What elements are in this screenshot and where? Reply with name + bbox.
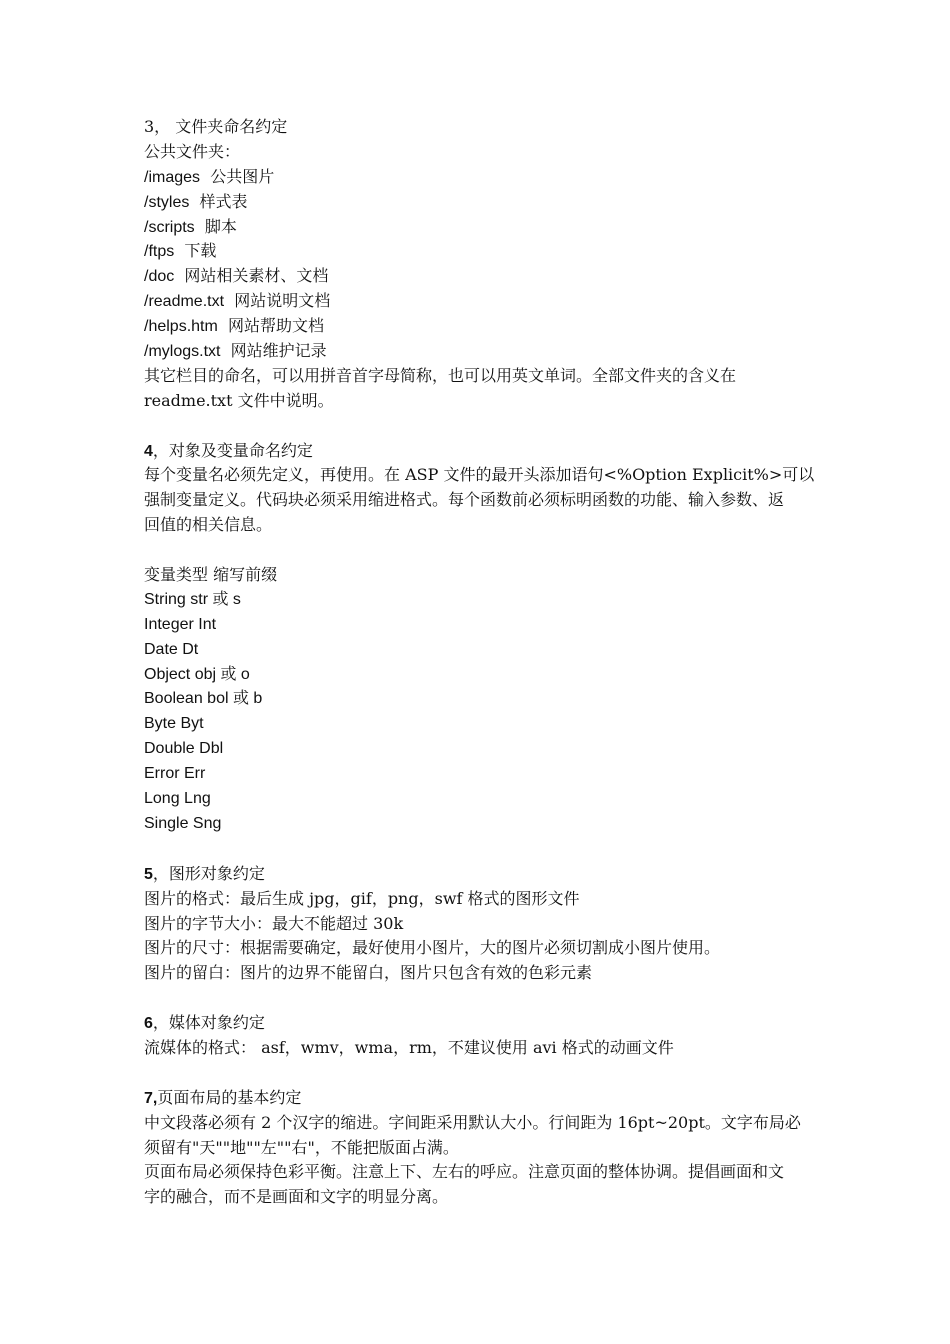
folder-path: /helps.htm [144,318,218,336]
layout-paragraph-line: 中文段落必须有 2 个汉字的缩进。字间距采用默认大小。行间距为 16pt~20pt。文字布局必 [144,1112,801,1132]
folder-entry [144,190,814,215]
section-4-paragraph-line: 强制变量定义。代码块必须采用缩进格式。每个函数前必须标明函数的功能、输入参数、返 [144,490,785,510]
folder-desc: 网站相关素材、文档 [184,266,329,286]
section-title: 页面布局的基本约定 [157,1087,302,1107]
spacer [144,986,814,1011]
folder-desc: 网站帮助文档 [227,316,324,336]
folder-path: /styles [144,193,190,211]
folder-path: /doc [144,268,175,286]
folder-entry [144,165,814,190]
variable-type-row: Boolean bol 或 b [144,690,263,708]
folder-path: /readme.txt [144,293,225,311]
section-4-paragraph-line: 回值的相关信息。 [144,515,273,535]
image-rule-line: 图片的字节大小：最大不能超过 30k [144,913,404,933]
section-number: 4 [144,442,153,460]
layout-paragraph-line: 须留有"天""地""左""右"，不能把版面占满。 [144,1137,459,1157]
section-title: ，图形对象约定 [152,863,265,883]
variable-table-header: 变量类型 缩写前缀 [144,565,278,585]
image-rule-line: 图片的尺寸：根据需要确定，最好使用小图片，大的图片必须切割成小图片使用。 [144,938,721,958]
folder-desc: 网站说明文档 [234,291,331,311]
section-5-heading [144,862,814,887]
section-7-heading [144,1086,814,1111]
spacer [144,414,814,439]
layout-paragraph-line: 字的融合，而不是画面和文字的明显分离。 [144,1187,449,1207]
section-3-heading: 3， 文件夹命名约定 [144,117,288,136]
variable-type-row: Long Lng [144,790,211,808]
folder-entry [144,314,814,339]
spacer [144,538,814,563]
folder-path: /images [144,168,201,186]
spacer [144,1061,814,1086]
variable-type-row: Date Dt [144,640,199,658]
folder-entry [144,239,814,264]
variable-type-row: Object obj 或 o [144,665,250,683]
variable-type-row: Integer Int [144,615,217,633]
folder-entry [144,289,814,314]
variable-type-row: Double Dbl [144,740,224,758]
image-rule-line: 图片的格式：最后生成 jpg，gif，png，swf 格式的图形文件 [144,888,580,908]
folder-desc: 下载 [184,241,217,261]
variable-type-row: Error Err [144,765,206,783]
folder-path: /ftps [144,243,175,261]
folder-path: /scripts [144,218,195,236]
variable-type-row: Byte Byt [144,715,204,733]
folder-desc: 脚本 [204,216,237,236]
folder-desc: 网站维护记录 [230,341,327,361]
folder-desc: 公共图片 [210,166,275,186]
folder-path: /mylogs.txt [144,343,221,361]
folder-entry [144,264,814,289]
image-rule-line: 图片的留白：图片的边界不能留白，图片只包含有效的色彩元素 [144,963,593,983]
section-4-heading [144,439,814,464]
media-rule-line: 流媒体的格式： asf，wmv，wma，rm，不建议使用 avi 格式的动画文件 [144,1037,674,1057]
variable-type-row: Single Sng [144,814,222,832]
document-page [144,115,814,1210]
section-number: 7, [144,1089,158,1107]
section-3-note-line: readme.txt 文件中说明。 [144,390,334,410]
section-6-heading [144,1011,814,1036]
folder-entry [144,339,814,364]
folder-entry [144,215,814,240]
section-3-subtitle: 公共文件夹： [144,141,241,161]
section-title: ，媒体对象约定 [152,1013,265,1033]
variable-type-row: String str 或 s [144,590,241,608]
folder-desc: 样式表 [199,191,248,211]
section-number: 6 [144,1015,153,1033]
section-4-paragraph-line: 每个变量名必须先定义，再使用。在 ASP 文件的最开头添加语句<%Option Explicit%>可以 [144,465,815,485]
section-3-note-line: 其它栏目的命名，可以用拼音首字母简称，也可以用英文单词。全部文件夹的含义在 [144,365,737,385]
section-title: ，对象及变量命名约定 [152,440,313,460]
section-number: 5 [144,865,153,883]
spacer [144,837,814,862]
layout-paragraph-line: 页面布局必须保持色彩平衡。注意上下、左右的呼应。注意页面的整体协调。提倡画面和文 [144,1162,785,1182]
